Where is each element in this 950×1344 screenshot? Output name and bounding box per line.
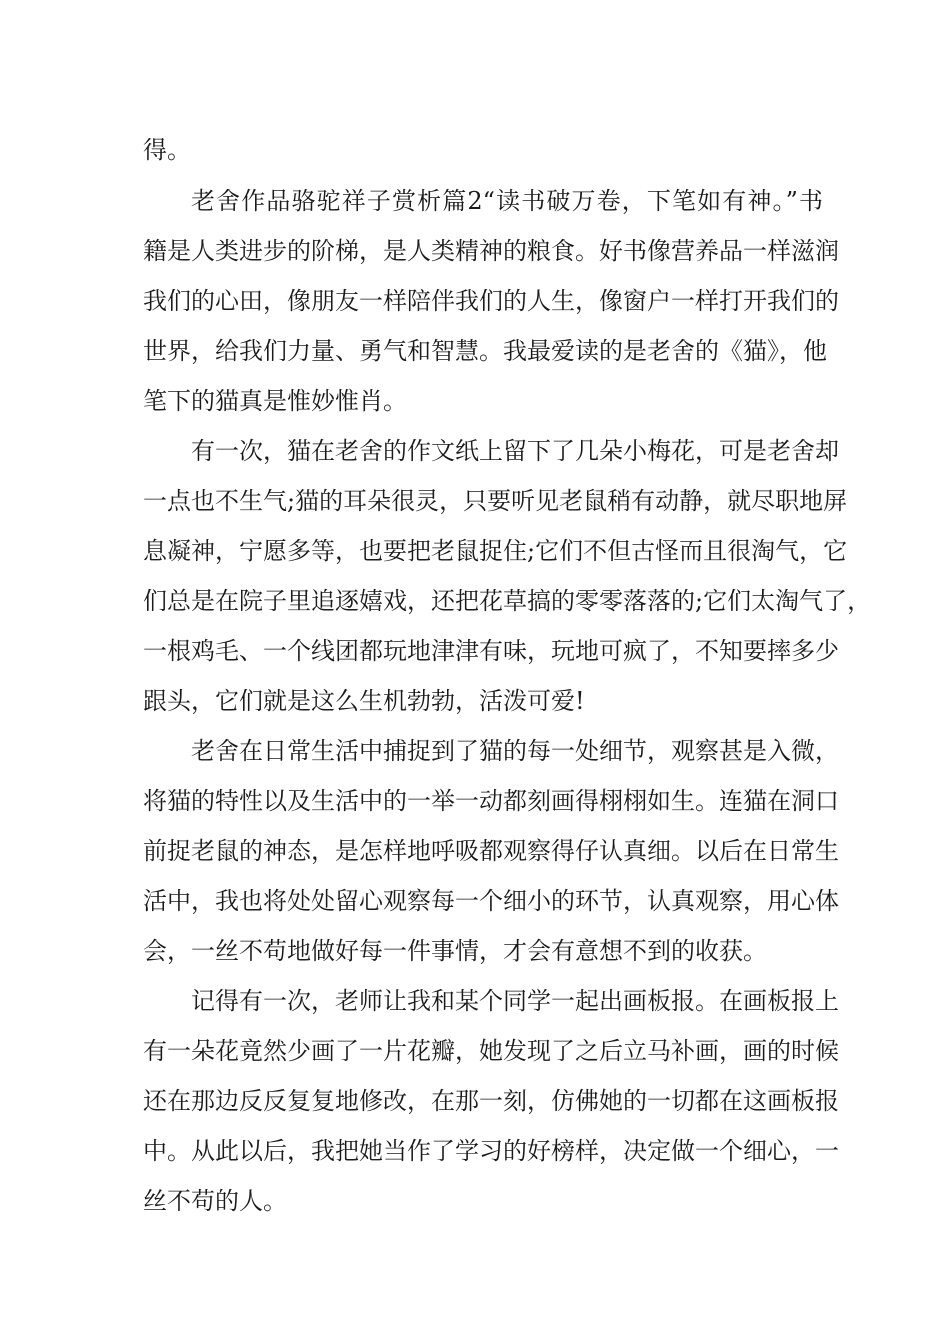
- paragraph-line: 老舍在日常生活中捕捉到了猫的每一处细节，观察甚是入微，: [191, 737, 839, 765]
- text-line: 活中，我也将处处留心观察每一个细小的环节，认真观察，用心体: [143, 887, 839, 915]
- text-line: 们总是在院子里追逐嬉戏，还把花草搞的零零落落的;它们太淘气了，: [143, 587, 872, 615]
- text-line: 得。: [143, 136, 191, 164]
- text-line: 一点也不生气;猫的耳朵很灵，只要听见老鼠稍有动静，就尽职地屏: [143, 487, 848, 515]
- text-line: 我们的心田，像朋友一样陪伴我们的人生，像窗户一样打开我们的: [143, 287, 839, 315]
- text-line: 有一朵花竟然少画了一片花瓣，她发现了之后立马补画，画的时候: [143, 1037, 839, 1065]
- text-line: 中。从此以后，我把她当作了学习的好榜样，决定做一个细心，一: [143, 1137, 839, 1165]
- text-line: 还在那边反反复复地修改，在那一刻，仿佛她的一切都在这画板报: [143, 1087, 839, 1115]
- paragraph-line: 老舍作品骆驼祥子赏析篇2“读书破万卷，下笔如有神。”书: [191, 187, 823, 215]
- text-line: 会，一丝不苟地做好每一件事情，才会有意想不到的收获。: [143, 937, 767, 965]
- text-line: 世界，给我们力量、勇气和智慧。我最爱读的是老舍的《猫》，他: [143, 337, 827, 365]
- text-line: 一根鸡毛、一个线团都玩地津津有味，玩地可疯了，不知要摔多少: [143, 637, 839, 665]
- text-line: 前捉老鼠的神态，是怎样地呼吸都观察得仔认真细。以后在日常生: [143, 837, 839, 865]
- text-line: 丝不苟的人。: [143, 1187, 287, 1215]
- text-line: 息凝神，宁愿多等，也要把老鼠捉住;它们不但古怪而且很淘气，它: [143, 537, 848, 565]
- text-line: 籍是人类进步的阶梯，是人类精神的粮食。好书像营养品一样滋润: [143, 237, 839, 265]
- text-line: 笔下的猫真是惟妙惟肖。: [143, 387, 407, 415]
- text-line: 跟头，它们就是这么生机勃勃，活泼可爱!: [143, 687, 585, 715]
- paragraph-line: 记得有一次，老师让我和某个同学一起出画板报。在画板报上: [191, 987, 839, 1015]
- text-line: 将猫的特性以及生活中的一举一动都刻画得栩栩如生。连猫在洞口: [143, 787, 839, 815]
- paragraph-line: 有一次，猫在老舍的作文纸上留下了几朵小梅花，可是老舍却: [191, 437, 839, 465]
